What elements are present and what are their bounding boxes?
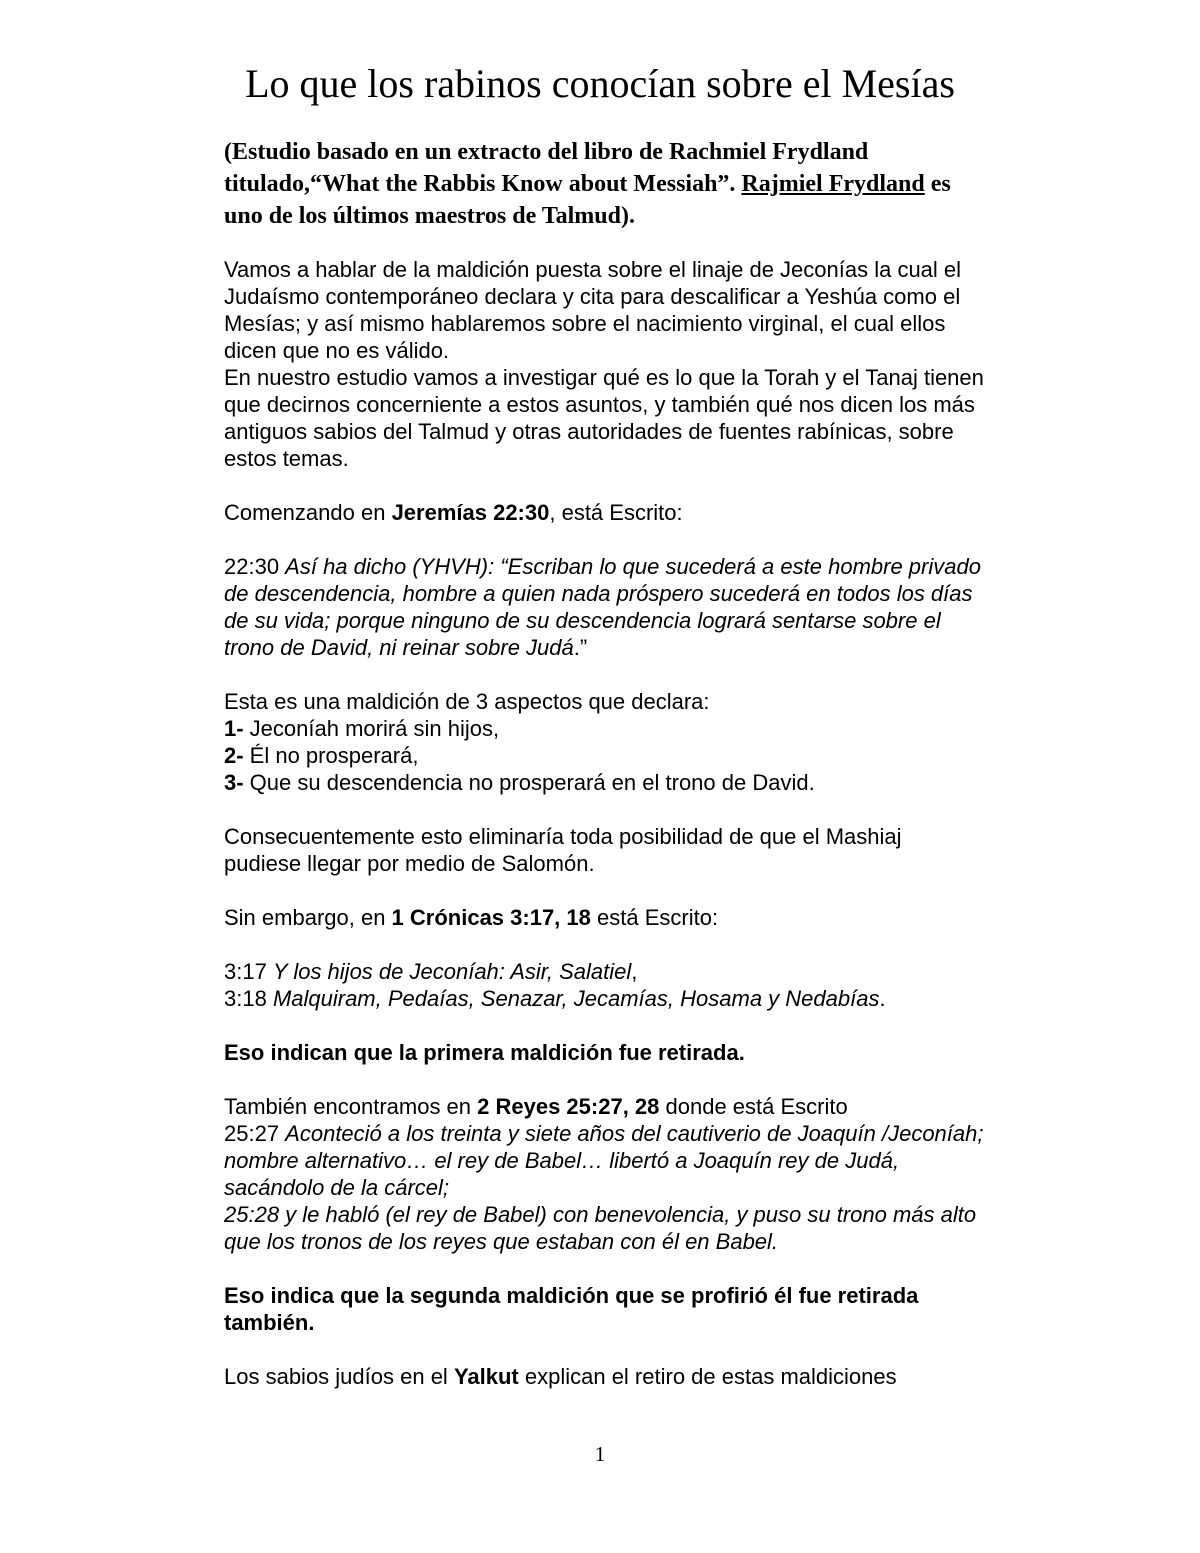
- yalkut-post: explican el retiro de estas maldiciones: [518, 1364, 897, 1389]
- verse-text: Y los hijos de Jeconíah: Asir, Salatiel: [272, 959, 632, 984]
- kings-intro-post: donde está Escrito: [659, 1094, 848, 1119]
- chronicles-intro-pre: Sin embargo, en: [224, 905, 392, 930]
- yalkut-paragraph: [224, 1363, 984, 1390]
- verse-number: 22:30: [224, 554, 286, 579]
- kings-intro: [224, 1093, 984, 1120]
- paragraph-1: Vamos a hablar de la maldición puesta sobre el linaje de Jeconías la cual el Judaísmo contemporáneo declara y cita para descalificar a Yeshúa como el Mesías; y así mismo hablaremos sobre el nacimiento virginal, el cual ellos dicen que no es válido.: [224, 257, 962, 363]
- curse-number: 3-: [224, 770, 244, 795]
- kings-verse-1: [224, 1120, 984, 1201]
- verse-text: Aconteció a los treinta y siete años del cautiverio de Joaquín /Jeconíah; nombre alternativo… el rey de Babel… libertó a Joaquín rey de Judá, sacándolo de la cárcel;: [224, 1121, 984, 1200]
- document-body: [224, 256, 984, 1390]
- curse-number: 1-: [224, 716, 244, 741]
- verse-number: 3:18: [224, 986, 273, 1011]
- verse-text: 25:28 y le habló (el rey de Babel) con benevolencia, y puso su trono más alto que los tronos de los reyes que estaban con él en Babel.: [224, 1202, 977, 1254]
- intro-text-2: es uno de los últimos maestros de Talmud).: [224, 171, 951, 229]
- page-title: Lo que los rabinos conocían sobre el Mesías: [245, 61, 955, 106]
- curse-item: [224, 715, 984, 742]
- intro-text-1: (Estudio basado en un extracto del libro de Rachmiel Frydland titulado,“What the Rabbis Know about Messiah”.: [224, 139, 869, 197]
- second-curse-removed: [224, 1282, 984, 1336]
- verse-text: Malquiram, Pedaías, Senazar, Jecamías, Hosama y Nedabías: [272, 986, 880, 1011]
- kings-verse-2: [224, 1201, 984, 1255]
- page-number: 1: [594, 1442, 606, 1466]
- kings-intro-pre: También encontramos en: [224, 1094, 478, 1119]
- yalkut-pre: Los sabios judíos en el: [224, 1364, 454, 1389]
- jeremiah-verse: [224, 553, 984, 661]
- curse-item: [224, 742, 984, 769]
- jeremiah-reference: Jeremías 22:30: [391, 500, 550, 525]
- verse-number: 3:17: [224, 959, 273, 984]
- curse-intro: Esta es una maldición de 3 aspectos que declara:: [224, 689, 710, 714]
- chronicles-verse: [224, 958, 984, 985]
- curse-number: 2-: [224, 743, 244, 768]
- author-link[interactable]: Rajmiel Frydland: [741, 171, 925, 197]
- verse-text: Así ha dicho (YHVH): “Escriban lo que sucederá a este hombre privado de descendencia, hombre a quien nada próspero sucederá en todos los días de su vida; porque ninguno de su descendencia logrará sentarse sobre el trono de David, ni reinar sobre Judá: [224, 554, 981, 660]
- first-curse-removed: [224, 1039, 984, 1066]
- verse-number: 25:27: [224, 1121, 286, 1146]
- verse-end: .”: [573, 635, 588, 660]
- paragraph-2: En nuestro estudio vamos a investigar qué es lo que la Torah y el Tanaj tienen que decirnos concerniente a estos asuntos, y también qué nos dicen los más antiguos sabios del Talmud y otras autoridades de fuentes rabínicas, sobre estos temas.: [224, 365, 984, 471]
- kings-reference: 2 Reyes 25:27, 28: [477, 1094, 660, 1119]
- intro-paragraph: [224, 136, 984, 232]
- jeremiah-intro: [224, 499, 984, 526]
- curse-item: [224, 769, 984, 796]
- verse-end: .: [879, 986, 886, 1011]
- chronicles-intro-post: está Escrito:: [590, 905, 719, 930]
- chronicles-intro: [224, 904, 984, 931]
- curse-text: Jeconíah morirá sin hijos,: [243, 716, 500, 741]
- curse-text: Que su descendencia no prosperará en el trono de David.: [243, 770, 815, 795]
- jeremiah-intro-post: , está Escrito:: [549, 500, 683, 525]
- chronicles-verse: [224, 985, 984, 1012]
- verse-end: ,: [631, 959, 638, 984]
- first-curse-removed-text: Eso indican que la primera maldición fue retirada.: [224, 1040, 745, 1065]
- chronicles-reference: 1 Crónicas 3:17, 18: [391, 905, 591, 930]
- consequence-paragraph: Consecuentemente esto eliminaría toda posibilidad de que el Mashiaj pudiese llegar por medio de Salomón.: [224, 824, 902, 876]
- second-curse-removed-text: Eso indica que la segunda maldición que se profirió él fue retirada también.: [224, 1283, 919, 1335]
- jeremiah-intro-pre: Comenzando en: [224, 500, 392, 525]
- curse-text: Él no prosperará,: [243, 743, 419, 768]
- yalkut-reference: Yalkut: [453, 1364, 519, 1389]
